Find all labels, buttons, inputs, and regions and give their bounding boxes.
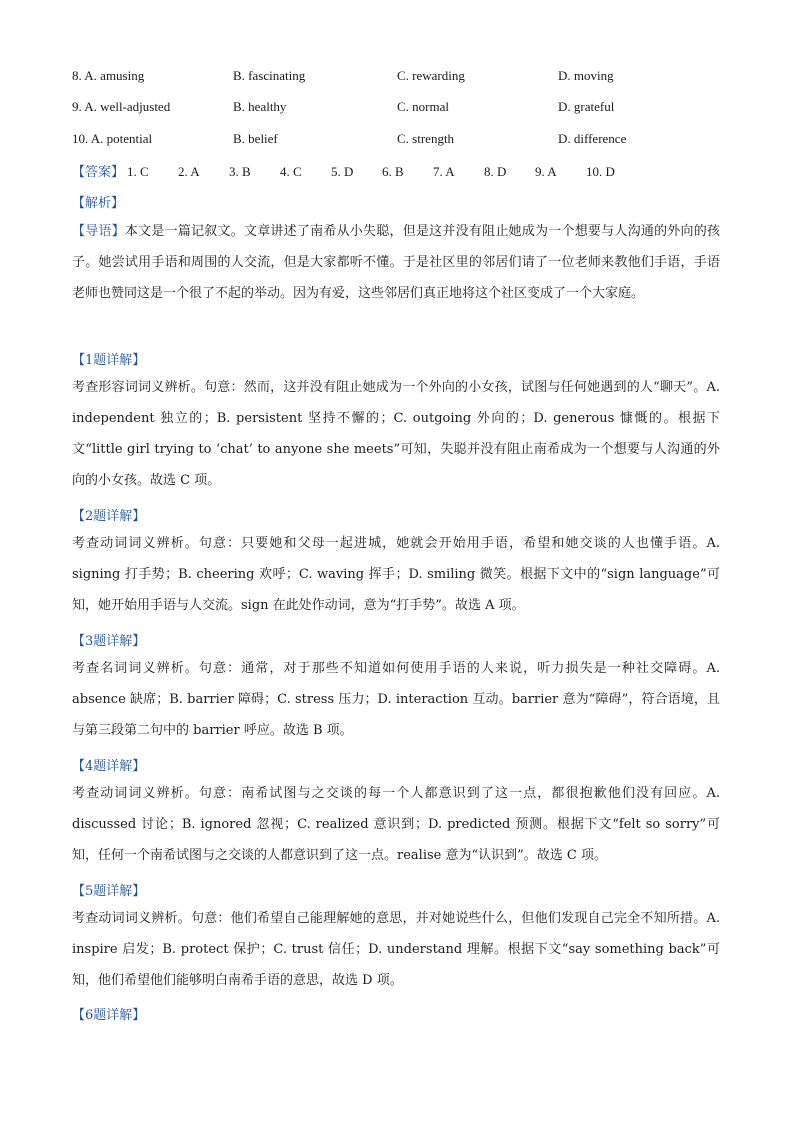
answer-item: 4. C [280,164,302,179]
guide-paragraph [72,216,720,309]
option-a: 10. A. potential [72,131,153,146]
detail-text-3: 考查名词词义辨析。句意：通常，对于那些不知道如何使用手语的人来说，听力损失是一种社交障碍。A. absence 缺席；B. barrier 障碍；C. stress 压力；D. interaction 互动。barrier 意为“障碍”，符合语境，且与第三段第二句中的 barrier 呼应。故选 B 项。 [72,661,720,738]
option-b: B. healthy [233,99,287,114]
answer-item: 9. A [535,164,557,179]
detail-text-4: 考查动词词义辨析。句意：南希试图与之交谈的每一个人都意识到了这一点，都很抱歉他们没有回应。A. discussed 讨论；B. ignored 忽视；C. realized 意识到；D. predicted 预测。根据下文“felt so sorry”可知，任何一个南希试图与之交谈的人都意识到了这一点。realise 意为“认识到”。故选 C 项。 [72,786,720,863]
option-a: 9. A. well-adjusted [72,99,171,114]
guide-text: 本文是一篇记叙文。文章讲述了南希从小失聪，但是这并没有阻止她成为一个想要与人沟通的外向的孩子。她尝试用手语和周围的人交流，但是大家都听不懂。于是社区里的邻居们请了一位老师来教他们手语，手语老师也赞同这是一个很了不起的举动。因为有爱，这些邻居们真正地将这个社区变成了一个大家庭。 [72,224,720,301]
answer-item: 3. B [229,164,251,179]
answer-item: 6. B [382,164,404,179]
option-b: B. fascinating [233,68,306,83]
analysis-heading: 【解析】 [72,196,125,211]
option-c: C. strength [397,131,455,146]
answer-item: 5. D [331,164,354,179]
option-c: C. rewarding [397,68,465,83]
option-a: 8. A. amusing [72,68,145,83]
option-d: D. grateful [558,99,615,114]
answer-item: 8. D [484,164,507,179]
option-d: D. moving [558,68,614,83]
detail-heading-1: 【1题详解】 [72,353,146,368]
detail-heading-6: 【6题详解】 [72,1008,146,1023]
answer-key [72,161,637,180]
detail-text-5: 考查动词词义辨析。句意：他们希望自己能理解她的意思，并对她说些什么，但他们发现自己完全不知所措。A. inspire 启发；B. protect 保护；C. trust 信任；D. understand 理解。根据下文“say something back”可知，他们希望他们能够明白南希手语的意思，故选 D 项。 [72,911,720,988]
option-d: D. difference [558,131,627,146]
answer-item: 1. C [127,164,149,179]
option-c: C. normal [397,99,449,114]
guide-label: 【导语】 [72,224,125,239]
detail-text-1: 考查形容词词义辨析。句意：然而，这并没有阻止她成为一个外向的小女孩，试图与任何她遇到的人“聊天”。A. independent 独立的；B. persistent 坚持不懈的；C. outgoing 外向的；D. generous 慷慨的。根据下文“little girl trying to ‘chat’ to anyone she meets”可知，失聪并没有阻止南希成为一个想要与人沟通的外向的小女孩。故选 C 项。 [72,380,720,488]
option-b: B. belief [233,131,278,146]
detail-text-2: 考查动词词义辨析。句意：只要她和父母一起进城，她就会开始用手语，希望和她交谈的人也懂手语。A. signing 打手势；B. cheering 欢呼；C. waving 挥手；D. smiling 微笑。根据下文中的“sign language”可知，她开始用手语与人交流。sign 在此处作动词，意为“打手势”。故选 A 项。 [72,536,720,613]
answer-item: 7. A [433,164,455,179]
detail-heading-5: 【5题详解】 [72,884,146,899]
detail-heading-3: 【3题详解】 [72,634,146,649]
answer-label: 【答案】 [72,164,125,179]
detail-heading-2: 【2题详解】 [72,509,146,524]
answer-item: 10. D [586,164,615,179]
answer-item: 2. A [178,164,200,179]
detail-heading-4: 【4题详解】 [72,759,146,774]
